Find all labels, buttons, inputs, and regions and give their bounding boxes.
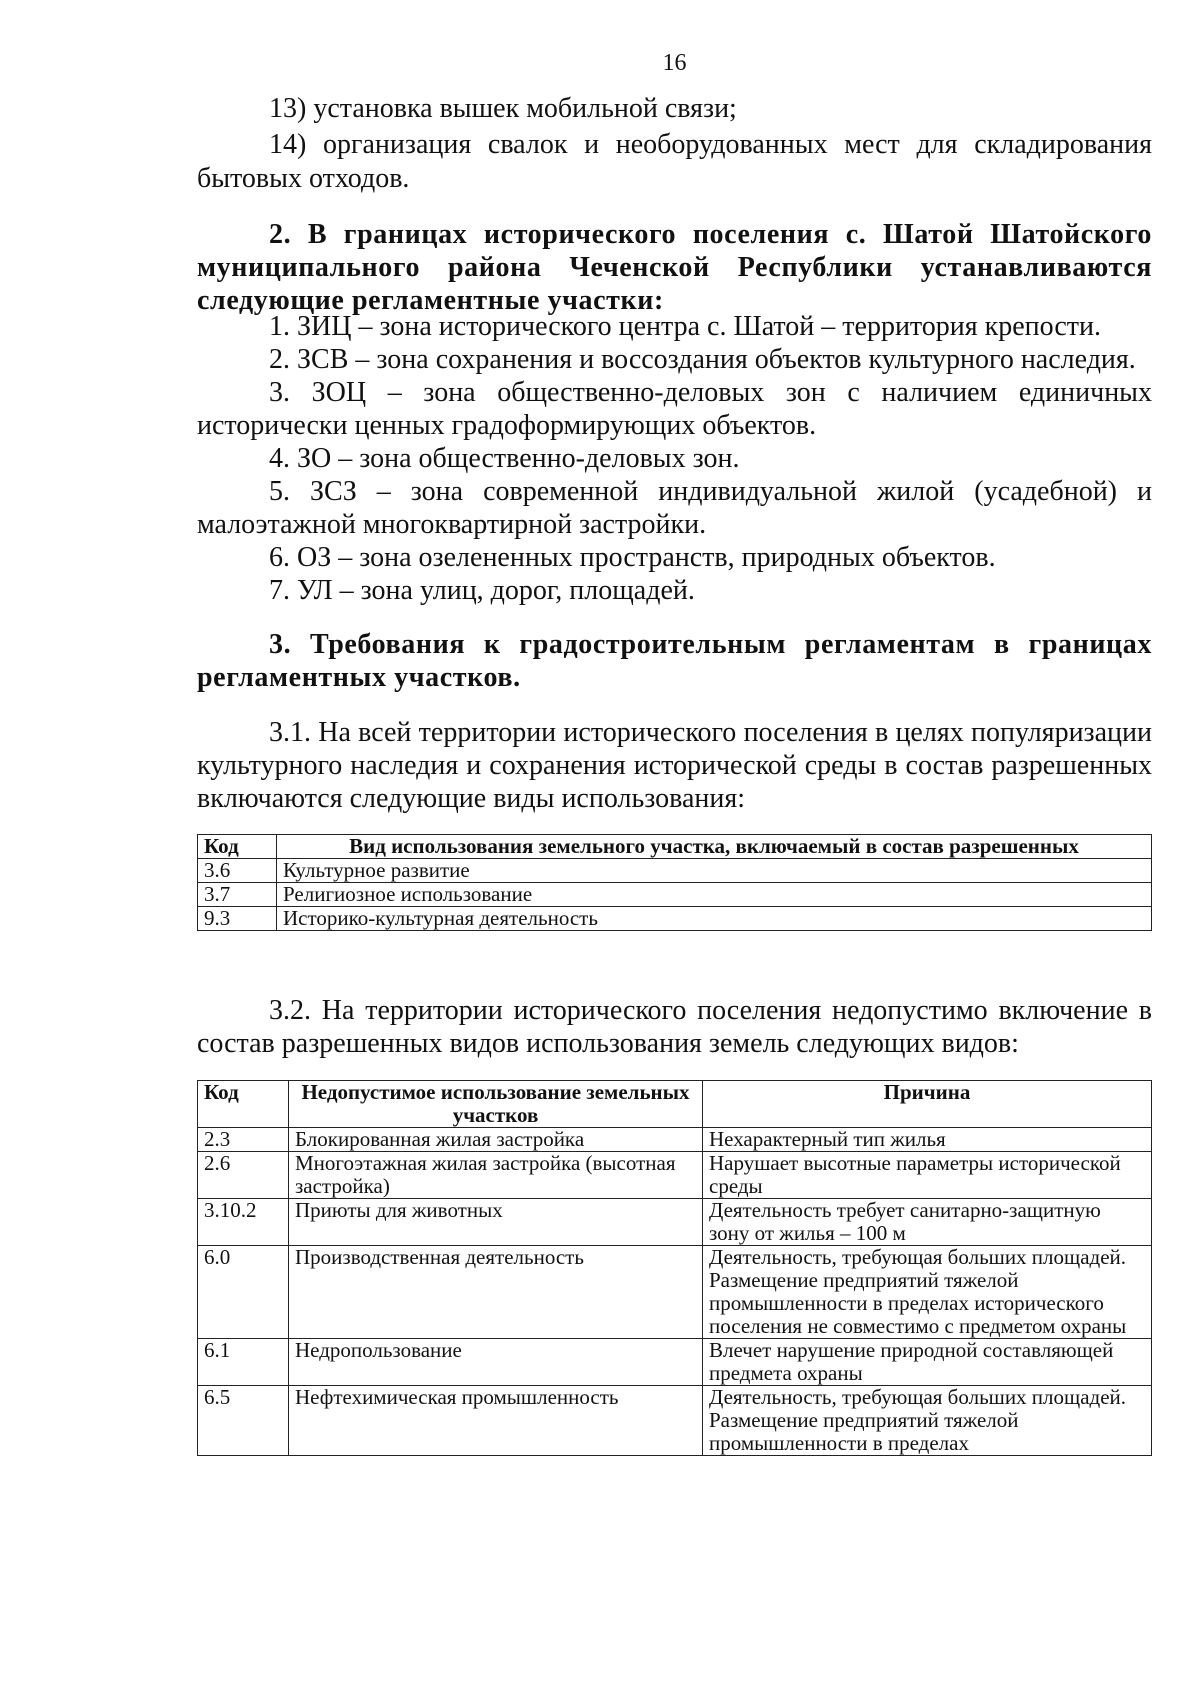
cell-prohibited-use: Нефтехимическая промышленность xyxy=(289,1386,703,1456)
table-row xyxy=(198,1339,1152,1386)
table-header-row xyxy=(198,835,1152,859)
list-item-14-lead: 14) организация свалок и необорудованных мест для складирования xyxy=(269,129,1152,160)
cell-use-type: Историко-культурная деятельность xyxy=(277,907,1152,931)
zone-item-5: 5. ЗСЗ – зона современной индивидуальной жилой (усадебной) и малоэтажной многоквартирной застройки. xyxy=(197,476,1152,540)
cell-code: 6.0 xyxy=(198,1246,289,1339)
cell-code: 6.5 xyxy=(198,1386,289,1456)
zone-item-1: 1. ЗИЦ – зона исторического центра с. Шатой – территория крепости. xyxy=(269,311,1102,342)
cell-prohibited-use: Недропользование xyxy=(289,1339,703,1386)
table-header-row xyxy=(198,1081,1152,1128)
cell-prohibited-use: Производственная деятельность xyxy=(289,1246,703,1339)
cell-code: 3.10.2 xyxy=(198,1199,289,1246)
cell-code: 2.3 xyxy=(198,1128,289,1152)
cell-prohibited-use: Многоэтажная жилая застройка (высотная застройка) xyxy=(289,1152,703,1199)
column-header-prohibited-use: Недопустимое использование земельных участков xyxy=(289,1081,703,1128)
list-item-13: 13) установка вышек мобильной связи; xyxy=(269,93,737,124)
table-row xyxy=(198,883,1152,907)
table-row xyxy=(198,859,1152,883)
zone-item-4: 4. ЗО – зона общественно-деловых зон. xyxy=(269,443,740,474)
cell-code: 3.7 xyxy=(198,883,277,907)
cell-prohibited-use: Приюты для животных xyxy=(289,1199,703,1246)
table-row xyxy=(198,1152,1152,1199)
paragraph-3-1: 3.1. На всей территории исторического поселения в целях популяризации культурного наследия и сохранения исторической среды в состав разрешенных включаются следующие виды использования: xyxy=(197,717,1152,814)
cell-code: 6.1 xyxy=(198,1339,289,1386)
column-header-reason: Причина xyxy=(703,1081,1152,1128)
prohibited-uses-table xyxy=(197,1080,1152,1456)
cell-code: 2.6 xyxy=(198,1152,289,1199)
list-item-14-cont: бытовых отходов. xyxy=(197,163,410,194)
table-row xyxy=(198,1386,1152,1456)
column-header-code: Код xyxy=(198,1081,289,1128)
column-header-code: Код xyxy=(198,835,277,859)
cell-code: 3.6 xyxy=(198,859,277,883)
cell-reason: Деятельность требует санитарно-защитную зону от жилья – 100 м xyxy=(703,1199,1152,1246)
section-2-heading: 2. В границах исторического поселения с. Шатой Шатойского муниципального района Чеченской Республики устанавливаются следующие регламентные участки: xyxy=(197,219,1152,316)
table-row xyxy=(198,1128,1152,1152)
cell-code: 9.3 xyxy=(198,907,277,931)
cell-prohibited-use: Блокированная жилая застройка xyxy=(289,1128,703,1152)
column-header-use-type: Вид использования земельного участка, включаемый в состав разрешенных xyxy=(277,835,1152,859)
page-number: 16 xyxy=(662,50,687,76)
paragraph-3-2: 3.2. На территории исторического поселения недопустимо включение в состав разрешенных видов использования земель следующих видов: xyxy=(197,995,1152,1059)
section-3-heading: 3. Требования к градостроительным регламентам в границах регламентных участков. xyxy=(197,629,1152,693)
cell-reason: Влечет нарушение природной составляющей предмета охраны xyxy=(703,1339,1152,1386)
table-row xyxy=(198,1246,1152,1339)
zone-item-7: 7. УЛ – зона улиц, дорог, площадей. xyxy=(269,575,695,606)
table-row xyxy=(198,907,1152,931)
allowed-uses-table xyxy=(197,834,1152,931)
cell-reason: Нехарактерный тип жилья xyxy=(703,1128,1152,1152)
cell-use-type: Культурное развитие xyxy=(277,859,1152,883)
table-row xyxy=(198,1199,1152,1246)
zone-item-6: 6. ОЗ – зона озелененных пространств, природных объектов. xyxy=(269,542,996,573)
cell-reason: Деятельность, требующая больших площадей. Размещение предприятий тяжелой промышленности в пределах исторического поселения не совместимо с предметом охраны xyxy=(703,1246,1152,1339)
cell-reason: Нарушает высотные параметры исторической среды xyxy=(703,1152,1152,1199)
cell-reason: Деятельность, требующая больших площадей. Размещение предприятий тяжелой промышленности в пределах xyxy=(703,1386,1152,1456)
zone-item-3: 3. ЗОЦ – зона общественно-деловых зон с наличием единичных исторически ценных градоформирующих объектов. xyxy=(197,377,1152,441)
cell-use-type: Религиозное использование xyxy=(277,883,1152,907)
zone-item-2: 2. ЗСВ – зона сохранения и воссоздания объектов культурного наследия. xyxy=(269,344,1136,375)
